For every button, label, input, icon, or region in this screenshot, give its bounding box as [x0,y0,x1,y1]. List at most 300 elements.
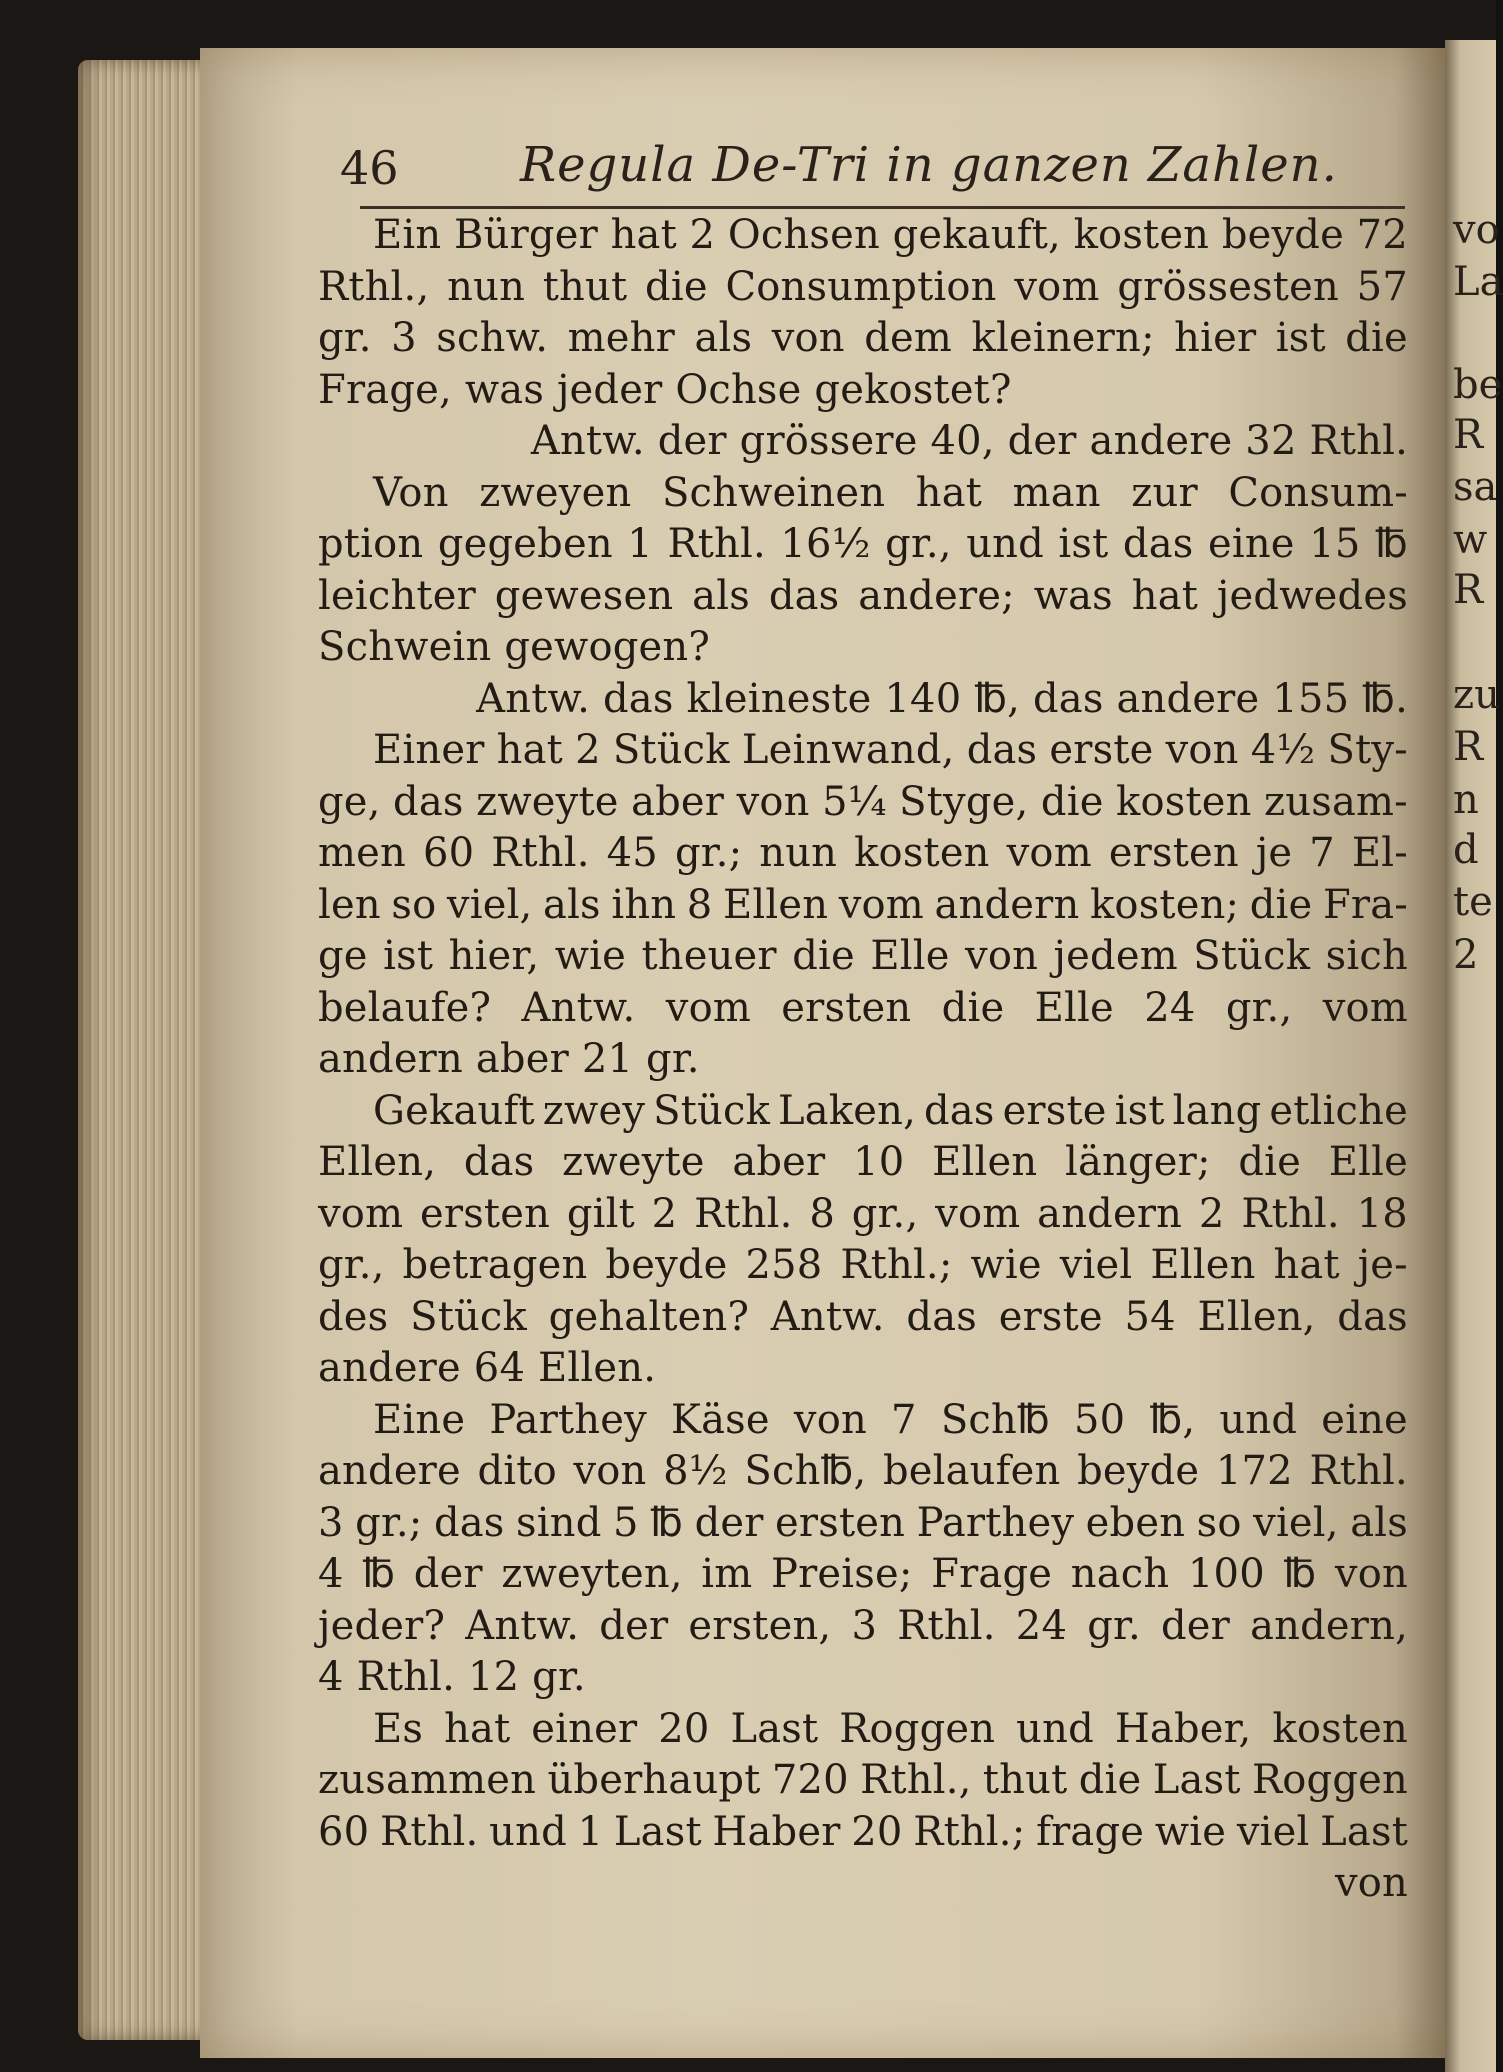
text-line [318,880,1408,932]
word: Stück [653,1087,771,1134]
word: zweyte [476,778,619,825]
word: 1 [577,1808,604,1855]
word: leichter [318,572,476,619]
text-line [318,1189,1408,1241]
text-line [318,1292,1408,1344]
word: 20 [658,1705,710,1752]
word: 16½ [780,521,871,567]
word: 2 [651,1190,678,1237]
text-line [318,571,1408,623]
word: Stück [410,1293,527,1340]
line-text: Frage, was jeder Ochse gekostet? [318,366,1012,413]
word: Sty- [1327,727,1408,773]
word: Haber, [1114,1705,1252,1752]
word: 24 [1015,1602,1068,1649]
word: 7 [891,1396,917,1443]
word: betragen [402,1242,588,1288]
word: vom [1322,984,1408,1031]
word: Schweinen [661,469,886,516]
word: 60 [318,1808,370,1855]
word: vom [838,881,924,928]
word: dem [864,315,953,361]
line-text: andern aber 21 gr. [318,1036,700,1082]
word: belaufe? [318,984,492,1031]
word: Rthl., [318,263,430,310]
word: ℔ [650,1499,684,1546]
word: Käse [671,1396,770,1443]
word: 20 [851,1808,903,1855]
word: wie [554,933,627,979]
word: hat [1131,572,1199,619]
word: Elle [1328,1139,1408,1185]
word: der [599,1602,669,1649]
word: ersten [1108,830,1239,876]
word: das [966,727,1038,773]
word: ersten [781,984,912,1031]
word: und [1016,1705,1094,1752]
word: gr., [318,1242,385,1288]
word: Rthl. [667,521,766,567]
word: das [906,1293,978,1340]
adjacent-page-fragment: R [1453,567,1484,613]
word: ersten [775,1499,906,1546]
word: 8½ [663,1448,728,1494]
word: gr., [1225,984,1293,1031]
word: El- [1351,830,1408,876]
text-line [318,313,1408,365]
word: 5¼ [822,778,887,825]
word: beyde [605,1242,728,1288]
word: eine [1207,521,1295,567]
word: vom [318,1190,404,1237]
word: erste [998,1293,1103,1340]
word: kleinern; [971,315,1155,361]
word: ist [1275,315,1326,361]
word: len [318,881,381,928]
word: frage [1036,1808,1145,1855]
word: Last [1320,1808,1408,1855]
word: gekauft, [892,212,1061,258]
word: 54 [1124,1293,1176,1340]
word: zur [1131,469,1198,516]
word: die [1078,1757,1142,1803]
word: zusam- [1264,778,1408,825]
running-head: Regula De-Tri in ganzen Zahlen. [520,137,1338,193]
word: 8 [809,1190,836,1237]
word: und [966,521,1044,567]
word: hat [610,212,677,258]
word: vom [665,984,751,1031]
word: der [1160,1602,1230,1649]
text-line [318,725,1408,777]
word: länger; [1064,1139,1211,1185]
word: Laken, [778,1087,916,1134]
word: Antw. [465,1602,580,1649]
word: gr.; [355,1499,423,1546]
word: wie [970,1242,1042,1288]
word: als [692,572,750,619]
word: zusammen [318,1757,537,1803]
header-rule [360,206,1405,209]
word: Ellen, [318,1139,437,1185]
word: im [701,1551,753,1597]
word: Ellen, [1197,1293,1316,1340]
text-line [318,519,1408,571]
word: das [768,572,840,619]
text-line [318,931,1408,983]
text-line [318,1034,1408,1086]
word: mehr [567,315,675,361]
word: Last [1152,1757,1241,1803]
word: gewesen [494,572,674,619]
word: Rthl., [860,1757,972,1803]
word: 172 [1215,1448,1293,1494]
word: Ellen [932,1139,1038,1185]
line-text: Antw. der grössere 40, der andere 32 Rthl. [530,418,1408,464]
word: zweyte [562,1139,705,1185]
word: Parthey [916,1499,1075,1546]
page-body-text [318,210,1408,1910]
word: 18 [1356,1190,1408,1237]
word: 15 [1309,521,1361,567]
word: kosten [1116,778,1252,825]
word: 3 [851,1602,878,1649]
word: so [391,881,437,928]
line-text: Schwein gewogen? [318,624,711,670]
word: vom [1014,263,1100,310]
text-line [318,262,1408,314]
adjacent-page-fragment: vo [1453,207,1500,253]
line-text: von [1334,1860,1408,1906]
word: Frage [931,1551,1053,1597]
word: ersten [420,1190,551,1237]
word: hier, [448,933,540,979]
word: nun [759,830,838,876]
word: beyde [1221,212,1344,258]
word: je [1255,830,1293,876]
word: des [318,1293,389,1340]
word: 4 [318,1551,344,1597]
word: viel, [446,881,533,928]
word: das [433,1499,505,1546]
word: kosten [1272,1705,1408,1752]
word: ge, [318,778,381,825]
word: eine [1321,1396,1408,1443]
word: 24 [1144,984,1196,1031]
word: gr.; [674,830,743,876]
word: nun [447,263,526,310]
word: Elle [870,933,950,979]
word: von [736,778,810,825]
word: ist [1114,1087,1165,1134]
word: kosten [854,830,990,876]
adjacent-page-fragment: zu [1453,672,1500,718]
adjacent-page-strip [1445,40,1503,2072]
word: Consum- [1228,469,1408,516]
word: andern, [1250,1602,1408,1649]
word: Consumption [725,263,997,310]
word: als [694,315,753,361]
page-number: 46 [340,141,399,195]
word: Eine [373,1396,466,1443]
word: Bürger [454,212,598,258]
word: ersten, [688,1602,832,1649]
word: Rthl. [491,830,590,876]
text-line [318,1858,1408,1910]
word: hat [1273,1242,1340,1288]
word: viel, [1253,1499,1339,1546]
word: die [1345,315,1408,361]
text-line [318,365,1408,417]
word: Sch℔, [744,1448,867,1494]
word: das [393,778,464,825]
text-line [318,1652,1408,1704]
word: ℔ [1374,521,1408,567]
word: was [1033,572,1113,619]
word: schw. [436,315,549,361]
word: Stück [612,727,730,773]
word: 60 [422,830,475,876]
word: 4½ [1250,727,1316,773]
word: kosten; [1089,881,1240,928]
adjacent-page-fragment: te [1453,879,1493,925]
word: hat [496,727,563,773]
word: von [965,933,1039,979]
text-line [318,1137,1408,1189]
word: grössesten [1117,263,1339,310]
word: gegeben [437,521,613,567]
word: gr. [1087,1602,1141,1649]
word: und [1219,1396,1298,1443]
word: als [1350,1499,1408,1546]
word: Ellen [1150,1242,1256,1288]
word: Last [730,1705,819,1752]
word: ge [318,933,368,979]
word: überhaupt [547,1757,761,1803]
text-line [318,674,1408,726]
text-line [318,1807,1408,1859]
word: lang [1172,1087,1262,1134]
word: ihn [611,881,677,928]
word: 2 [575,727,601,773]
word: gr., [851,1190,919,1237]
text-line [318,210,1408,262]
word: von [1334,1551,1408,1597]
word: gilt [566,1190,635,1237]
word: 45 [606,830,658,876]
word: gr., [885,521,952,567]
word: eben [1085,1499,1186,1546]
word: zweyen [479,469,632,516]
text-line [318,983,1408,1035]
word: Roggen [839,1705,996,1752]
word: Antw. [770,1293,885,1340]
word: dito [477,1448,557,1494]
word: viel [1059,1242,1133,1288]
word: Leinwand, [741,727,955,773]
word: erste [1049,727,1154,773]
word: 72 [1356,212,1408,258]
text-line [318,622,1408,674]
word: Rthl. [380,1808,479,1855]
word: 2 [1198,1190,1225,1237]
word: viel [1236,1808,1310,1855]
word: die [1238,1139,1302,1185]
text-line [318,1343,1408,1395]
word: als [543,881,601,928]
word: nach [1070,1551,1170,1597]
line-text: 4 Rthl. 12 gr. [318,1654,586,1700]
word: beyde [1077,1448,1200,1494]
text-line [318,468,1408,520]
word: 7 [1309,830,1335,876]
word: Ellen [722,881,829,928]
text-line [318,1498,1408,1550]
word: von [1165,727,1239,773]
word: Elle [1034,984,1114,1031]
word: von [573,1448,647,1494]
word: Ein [373,212,442,258]
word: das [1337,1293,1408,1340]
word: Stück [1193,933,1311,979]
word: 3 [318,1499,344,1546]
word: ption [318,521,424,567]
word: etliche [1269,1087,1408,1134]
adjacent-page-fragment: 2 [1453,932,1479,978]
word: Rthl. [1309,1448,1408,1494]
word: jedwedes [1216,572,1408,619]
word: gr. [318,315,372,361]
word: Rthl. [694,1190,793,1237]
word: die [645,263,708,310]
word: Rthl. [897,1602,996,1649]
word: sich [1325,933,1408,979]
text-line [318,1601,1408,1653]
word: 3 [391,315,417,361]
word: hat [915,469,983,516]
word: aber [732,1139,826,1185]
word: aber [631,778,725,825]
word: und [489,1808,567,1855]
word: ist [383,933,434,979]
word: 57 [1356,263,1408,310]
word: jeder? [318,1602,446,1649]
word: 258 [745,1242,823,1288]
text-line [318,416,1408,468]
word: Rthl.; [840,1242,953,1288]
text-line [318,777,1408,829]
word: 8 [686,881,713,928]
word: ℔, [1149,1396,1196,1443]
word: Rthl.; [913,1808,1026,1855]
word: man [1012,469,1101,516]
word: Von [373,469,449,516]
line-text: Antw. das kleineste 140 ℔, das andere 155 ℔. [476,675,1408,722]
word: ℔ [1283,1551,1317,1597]
word: zweyten, [501,1551,683,1597]
word: ist [1058,521,1109,567]
book-page-edges [78,60,218,2040]
page-header [340,135,1400,205]
word: jedem [1053,933,1178,979]
word: belaufen [882,1448,1061,1494]
text-line [318,1549,1408,1601]
word: 2 [689,212,716,258]
word: Antw. [521,984,636,1031]
word: Preise; [771,1551,913,1597]
word: Ochsen [727,212,880,258]
word: von [793,1396,867,1443]
text-line [318,1086,1408,1138]
adjacent-page-fragment: be [1453,362,1503,408]
adjacent-page-fragment: n [1453,777,1479,823]
word: die [1040,778,1104,825]
text-line [318,1240,1408,1292]
line-text: andere 64 Ellen. [318,1345,657,1391]
text-line [318,1395,1408,1447]
word: sind [516,1499,602,1546]
word: einer [531,1705,638,1752]
word: hier [1174,315,1257,361]
word: Rthl. [1241,1190,1340,1237]
word: 1 [627,521,653,567]
word: Sch℔ [940,1396,1050,1443]
word: thut [982,1757,1068,1803]
word: 720 [771,1757,849,1803]
word: Last [613,1808,702,1855]
word: das [463,1139,535,1185]
word: die [941,984,1005,1031]
adjacent-page-fragment: R [1453,412,1484,458]
adjacent-page-fragment: La [1453,259,1503,305]
word: gehalten? [548,1293,750,1340]
word: andere [318,1448,461,1494]
word: der [694,1499,764,1546]
adjacent-page-fragment: R [1453,724,1484,770]
word: 100 [1187,1551,1265,1597]
word: vom [935,1190,1021,1237]
word: andere; [858,572,1015,619]
word: 5 [613,1499,639,1546]
text-line [318,828,1408,880]
word: die [1249,881,1313,928]
word: Fra- [1322,881,1408,928]
word: kosten [1073,212,1210,258]
word: die [792,933,855,979]
adjacent-page-fragment: w [1453,517,1488,563]
word: wie [1154,1808,1227,1855]
text-line [318,1446,1408,1498]
word: von [771,315,845,361]
word: Einer [373,727,485,773]
word: zwey [542,1087,646,1134]
word: vom [1006,830,1092,876]
word: men [318,830,406,876]
word: Gekauft [373,1087,535,1134]
word: 50 [1074,1396,1126,1443]
text-line [318,1704,1408,1756]
word: andern [934,881,1080,928]
word: das [923,1087,995,1134]
word: der [413,1551,483,1597]
text-line [318,1755,1408,1807]
word: hat [444,1705,511,1752]
word: Styge, [899,778,1029,825]
word: so [1196,1499,1242,1546]
adjacent-page-fragment: d [1453,827,1479,873]
word: 10 [853,1139,905,1185]
word: das [1122,521,1194,567]
